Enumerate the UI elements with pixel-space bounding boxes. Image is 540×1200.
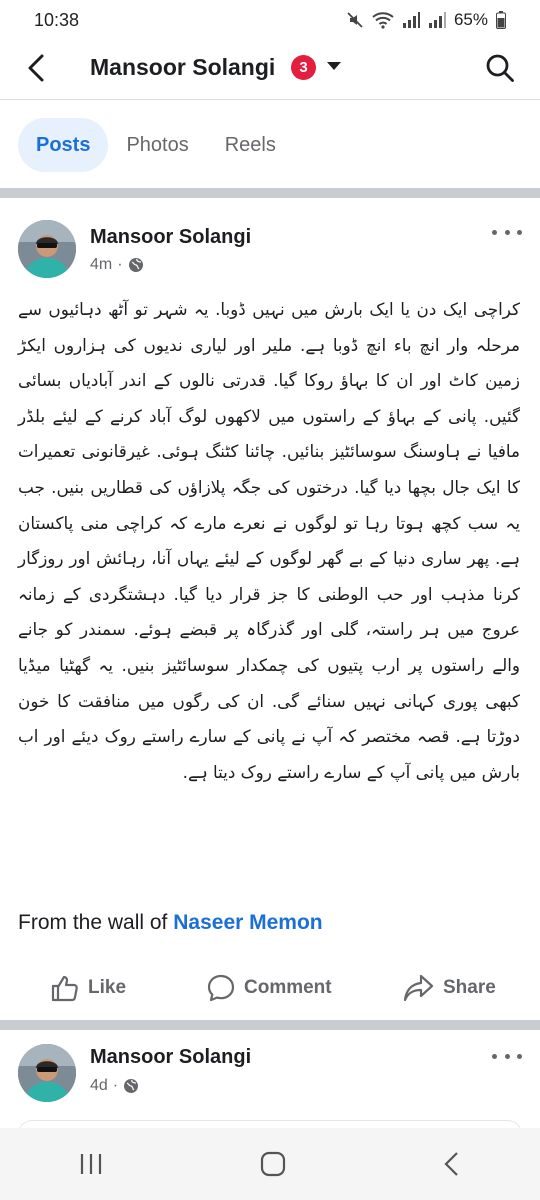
app-header	[0, 40, 540, 98]
status-time: 10:38	[34, 9, 80, 30]
wifi-icon	[372, 11, 394, 29]
search-button[interactable]	[482, 50, 518, 86]
avatar[interactable]	[18, 1044, 76, 1102]
battery-level: 65%	[453, 10, 488, 29]
page-title[interactable]: Mansoor Solangi	[90, 54, 276, 80]
globe-icon	[128, 257, 144, 273]
from-wall-line	[18, 911, 323, 935]
profile-tabs	[18, 118, 294, 172]
header-divider	[0, 99, 540, 100]
post-time[interactable]: 4m	[90, 256, 113, 273]
share-label: Share	[443, 977, 496, 998]
signal-icon	[402, 11, 420, 29]
signal-icon-2	[428, 11, 446, 29]
thumbs-up-icon	[50, 973, 80, 1003]
separator-dot: ·	[117, 256, 123, 273]
search-icon	[485, 53, 515, 83]
profile-photo	[18, 220, 76, 278]
tab-posts[interactable]: Posts	[18, 118, 108, 172]
more-dot	[517, 230, 522, 235]
more-options-button[interactable]	[492, 1046, 522, 1066]
tab-photos[interactable]: Photos	[126, 133, 189, 156]
post-meta	[90, 256, 144, 274]
home-icon[interactable]	[260, 1151, 286, 1177]
post-meta	[90, 1077, 139, 1095]
comment-icon	[206, 973, 236, 1003]
post-author[interactable]: Mansoor Solangi	[90, 1046, 252, 1068]
from-wall-prefix: From the wall of	[18, 911, 168, 934]
recent-apps-icon[interactable]	[78, 1152, 104, 1176]
avatar[interactable]	[18, 220, 76, 278]
notification-badge: 3	[291, 55, 316, 80]
post-card	[0, 1030, 540, 1128]
more-options-button[interactable]	[492, 222, 522, 242]
like-button[interactable]	[50, 973, 126, 1003]
back-nav-icon[interactable]	[442, 1151, 462, 1177]
tab-reels[interactable]: Reels	[224, 133, 276, 156]
status-icons	[346, 10, 506, 30]
section-separator	[0, 1020, 540, 1030]
like-label: Like	[88, 977, 127, 998]
back-button[interactable]	[18, 50, 54, 86]
more-dot	[517, 1054, 522, 1059]
more-dot	[492, 230, 497, 235]
more-dot	[505, 1054, 510, 1059]
post-actions	[0, 963, 540, 1013]
comment-button[interactable]	[206, 973, 332, 1003]
more-dot	[505, 230, 510, 235]
post-author[interactable]: Mansoor Solangi	[90, 226, 252, 248]
back-arrow-icon	[26, 54, 46, 82]
post-text: کراچی ایک دن یا ایک بارش میں نہیں ڈوبا. یہ شہر تو آٹھ دہائیوں سے مرحلہ وار انچ باء انچ ڈوبا ہے. ملیر اور لیاری ندیوں کی ہزاروں ایکڑ زمین کاٹ اور ان کا بہاؤ روکا گیا. قدرتی نالوں کے اندر آبادیاں بسائی گئیں. پانی کے بہاؤ کے راستوں میں لاکھوں لوگ آباد کرنے کے لیئے بلڈر مافیا نے ہاوسنگ سوسائٹیز بنائیں. چائنا کٹنگ ہوئی. غیرقانونی تعمیرات کا ایک جال بچھا دیا گیا. درختوں کی جگہ پلازاؤں کی قطاریں بنیں. جب یہ سب کچھ ہوتا رہا تو لوگوں نے نعرے مارے کہ کراچی منی پاکستان ہے. پھر ساری دنیا کے بے گھر لوگوں کے لیئے یہاں آنا، رہائش اور روزگار کرنا مذہب اور حب الوطنی کا جز قرار دیا گیا. دہشتگردی کے زمانہ عروج میں ہر راستہ، گلی اور گذرگاہ پر قبضے ہوئے. سمندر کو جانے والے راستوں پر ارب پتیوں کی چمکدار سوسائٹیز بنیں. یہ گھٹیا میڈیا کبھی پوری کہانی نہیں سنائے گی. ان کی رگوں میں منافقت کا خون دوڑتا ہے. قصہ مختصر کہ آپ نے پانی کے سارے راستے روک دیئے اور اب بارش میں پانی آپ کے سارے راستے روک دیتا ہے.	[18, 299, 520, 782]
separator-dot: ·	[112, 1077, 119, 1094]
comment-label: Comment	[244, 977, 332, 998]
post-card	[0, 198, 540, 1020]
from-wall-link[interactable]: Naseer Memon	[173, 911, 323, 934]
globe-icon	[123, 1078, 139, 1094]
profile-photo	[18, 1044, 76, 1102]
more-dot	[492, 1054, 497, 1059]
battery-icon	[496, 11, 506, 29]
share-icon	[403, 973, 435, 1003]
status-bar	[0, 0, 540, 40]
post-time[interactable]: 4d	[90, 1077, 108, 1094]
share-button[interactable]	[403, 973, 496, 1003]
caret-down-icon[interactable]	[326, 60, 342, 72]
mute-icon	[346, 11, 364, 29]
section-separator	[0, 188, 540, 198]
system-nav-bar	[0, 1128, 540, 1200]
